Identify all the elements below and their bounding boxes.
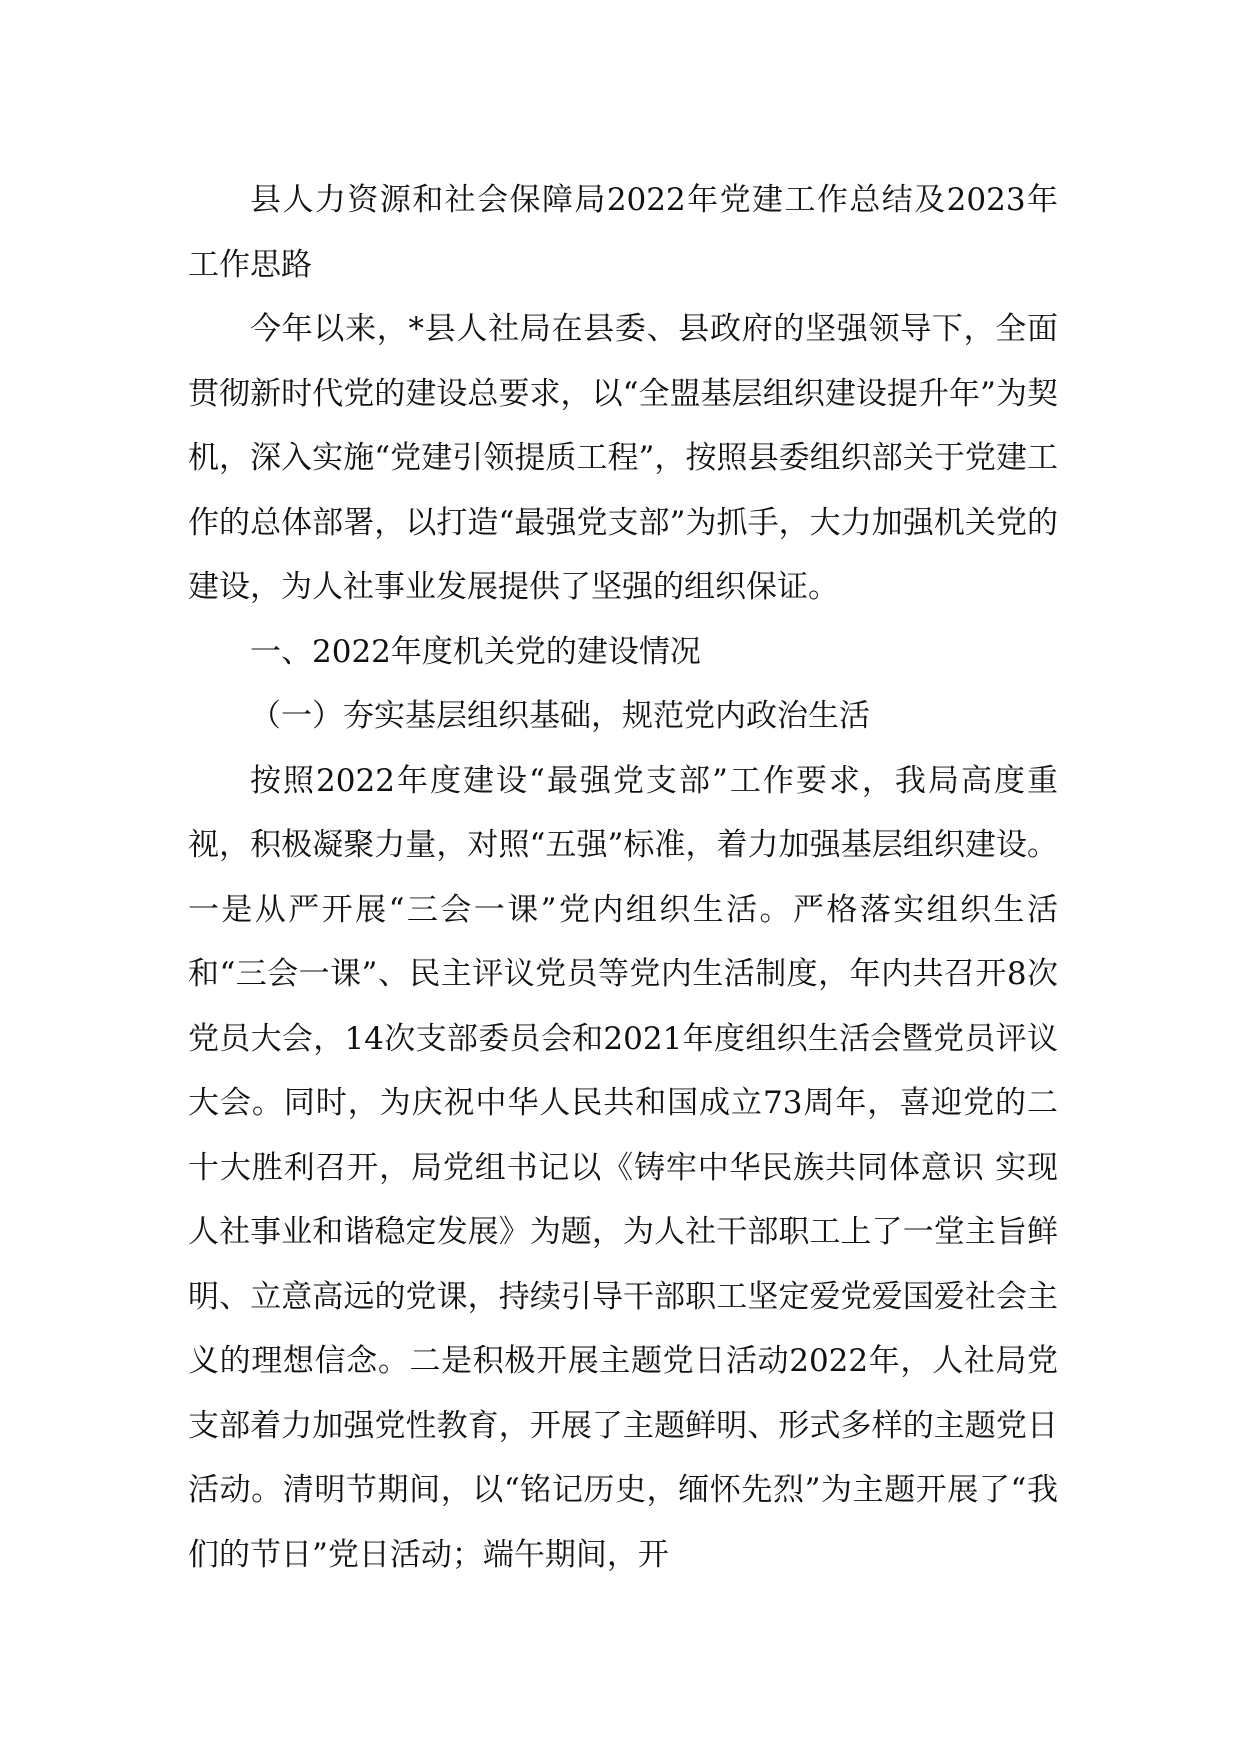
document-page — [188, 168, 1058, 1587]
document-title: 县人力资源和社会保障局2022年党建工作总结及2023年工作思路 — [188, 182, 1058, 283]
intro-paragraph: 今年以来，*县人社局在县委、县政府的坚强领导下，全面贯彻新时代党的建设总要求，以“全盟基层组织建设提升年”为契机，深入实施“党建引领提质工程”，按照县委组织部关于党建工作的总体部署，以打造“最强党支部”为抓手，大力加强机关党的建设，为人社事业发展提供了坚强的组织保证。 — [188, 311, 1058, 605]
subsection-heading: （一）夯实基层组织基础，规范党内政治生活 — [250, 698, 870, 734]
section-heading: 一、2022年度机关党的建设情况 — [250, 633, 701, 670]
body-paragraph: 按照2022年度建设“最强党支部”工作要求，我局高度重视，积极凝聚力量，对照“五强”标准，着力加强基层组织建设。一是从严开展“三会一课”党内组织生活。严格落实组织生活和“三会一课”、民主评议党员等党内生活制度，年内共召开8次党员大会，14次支部委员会和2021年度组织生活会暨党员评议大会。同时，为庆祝中华人民共和国成立73周年，喜迎党的二十大胜利召开，局党组书记以《铸牢中华民族共同体意识 实现人社事业和谐稳定发展》为题，为人社干部职工上了一堂主旨鲜明、立意高远的党课，持续引导干部职工坚定爱党爱国爱社会主义的理想信念。二是积极开展主题党日活动2022年，人社局党支部着力加强党性教育，开展了主题鲜明、形式多样的主题党日活动。清明节期间，以“铭记历史，缅怀先烈”为主题开展了“我们的节日”党日活动；端午期间，开 — [188, 762, 1058, 1573]
